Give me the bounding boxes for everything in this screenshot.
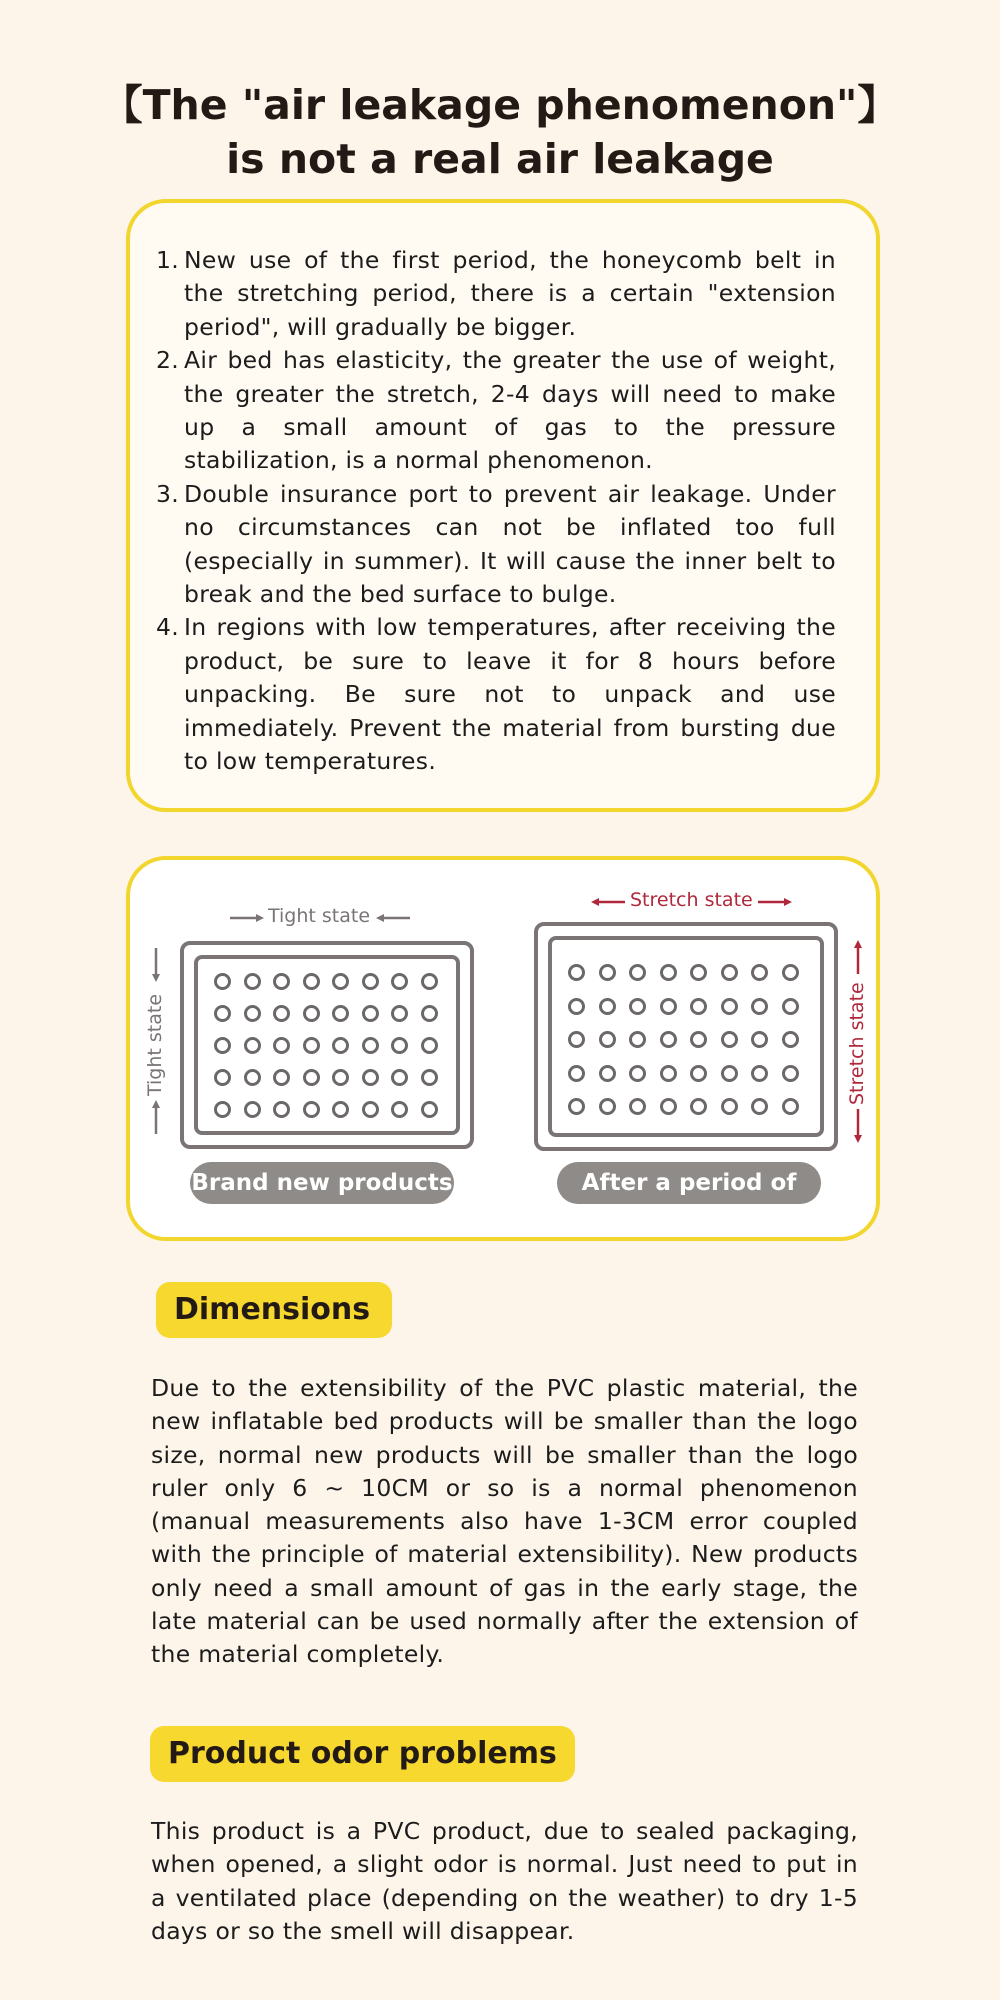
- honeycomb-hole: [629, 1098, 646, 1115]
- honeycomb-hole: [273, 1005, 290, 1022]
- honeycomb-hole: [214, 1037, 231, 1054]
- honeycomb-hole: [751, 998, 768, 1015]
- honeycomb-hole: [721, 1098, 738, 1115]
- honeycomb-hole: [214, 1005, 231, 1022]
- honeycomb-hole: [568, 998, 585, 1015]
- honeycomb-hole: [660, 1065, 677, 1082]
- after-use-label: After a period of use: [557, 1162, 821, 1204]
- stretch-arrow-right-icon: [758, 897, 792, 907]
- honeycomb-hole: [599, 998, 616, 1015]
- honeycomb-hole: [244, 973, 261, 990]
- honeycomb-hole: [214, 973, 231, 990]
- honeycomb-hole: [391, 1101, 408, 1118]
- note-item: [156, 244, 836, 344]
- honeycomb-hole: [273, 1037, 290, 1054]
- honeycomb-hole: [599, 1065, 616, 1082]
- honeycomb-hole: [421, 973, 438, 990]
- honeycomb-hole: [273, 973, 290, 990]
- note-number: 1.: [156, 246, 180, 274]
- honeycomb-hole: [421, 1069, 438, 1086]
- brand-new-label: Brand new products: [190, 1162, 454, 1204]
- honeycomb-hole: [303, 1005, 320, 1022]
- note-number: 3.: [156, 479, 180, 508]
- honeycomb-hole: [214, 1069, 231, 1086]
- honeycomb-hole: [690, 998, 707, 1015]
- honeycomb-hole: [782, 1031, 799, 1048]
- honeycomb-hole: [660, 1098, 677, 1115]
- honeycomb-hole: [660, 1031, 677, 1048]
- honeycomb-hole: [303, 1101, 320, 1118]
- honeycomb-hole: [391, 1069, 408, 1086]
- dimensions-heading: Dimensions: [156, 1282, 392, 1338]
- stretch-arrow-down-icon: [853, 1109, 863, 1143]
- dimensions-text: Due to the extensibility of the PVC plastic material, the new inflatable bed products will be smaller than the logo size, normal new products will be smaller than the logo ruler only 6 ~ 10CM or so is a normal phenomenon (manual measurements also have 1-3CM error coupled with the principle of material extensibility). New products only need a small amount of gas in the early stage, the late material can be used normally after the extension of the material completely.: [151, 1374, 858, 1669]
- tight-arrow-left-icon: [376, 913, 410, 923]
- honeycomb-hole: [751, 1098, 768, 1115]
- honeycomb-hole: [362, 1005, 379, 1022]
- honeycomb-hole: [690, 1065, 707, 1082]
- honeycomb-hole: [362, 973, 379, 990]
- honeycomb-hole: [332, 1005, 349, 1022]
- tight-label-top: Tight state: [268, 905, 371, 927]
- note-item: [156, 611, 836, 778]
- honeycomb-hole: [273, 1101, 290, 1118]
- honeycomb-hole: [391, 1037, 408, 1054]
- honeycomb-hole: [244, 1005, 261, 1022]
- honeycomb-hole: [244, 1037, 261, 1054]
- honeycomb-hole: [244, 1101, 261, 1118]
- honeycomb-hole: [421, 1005, 438, 1022]
- honeycomb-hole: [782, 1065, 799, 1082]
- stretch-arrow-left-icon: [591, 897, 625, 907]
- honeycomb-hole: [273, 1069, 290, 1086]
- honeycomb-hole: [782, 964, 799, 981]
- honeycomb-hole: [391, 1005, 408, 1022]
- honeycomb-hole: [751, 1031, 768, 1048]
- honeycomb-hole: [421, 1101, 438, 1118]
- honeycomb-hole: [421, 1037, 438, 1054]
- note-text: New use of the first period, the honeycomb belt in the stretching period, there is a certain "extension period", will gradually be bigger.: [184, 246, 836, 341]
- honeycomb-hole: [391, 973, 408, 990]
- bed-new: [180, 941, 474, 1149]
- honeycomb-hole: [332, 1069, 349, 1086]
- tight-arrow-down-icon: [151, 948, 161, 982]
- honeycomb-hole: [332, 1037, 349, 1054]
- honeycomb-hole: [782, 1098, 799, 1115]
- honeycomb-hole: [629, 1031, 646, 1048]
- note-item: [156, 344, 836, 478]
- note-text: Double insurance port to prevent air leakage. Under no circumstances can not be inflated too full (especially in summer). It will cause the inner belt to break and the bed surface to bulge.: [184, 479, 836, 609]
- honeycomb-hole: [362, 1069, 379, 1086]
- honeycomb-hole: [568, 1031, 585, 1048]
- honeycomb-hole: [568, 964, 585, 981]
- honeycomb-hole: [599, 964, 616, 981]
- honeycomb-hole: [660, 964, 677, 981]
- tight-arrow-up-icon: [151, 1100, 161, 1134]
- tight-arrow-right-icon: [230, 913, 264, 923]
- note-number: 2.: [156, 346, 180, 375]
- honeycomb-hole: [332, 973, 349, 990]
- honeycomb-hole: [751, 1065, 768, 1082]
- honeycomb-hole: [690, 964, 707, 981]
- notes-card: [126, 199, 880, 812]
- note-text: In regions with low temperatures, after receiving the product, be sure to leave it for 8 hours before unpacking. Be sure not to unpack and use immediately. Prevent the material from bursting due to low temperatures.: [184, 613, 836, 776]
- honeycomb-hole: [721, 1031, 738, 1048]
- honeycomb-hole: [568, 1065, 585, 1082]
- diagram-card: [126, 856, 880, 1241]
- odor-text: This product is a PVC product, due to sealed packaging, when opened, a slight odor is normal. Just need to put in a ventilated place (depending on the weather) to dry 1-5 days or so the smell will disappear.: [151, 1817, 858, 1945]
- honeycomb-hole: [362, 1101, 379, 1118]
- honeycomb-hole: [332, 1101, 349, 1118]
- honeycomb-hole: [629, 998, 646, 1015]
- honeycomb-hole: [782, 998, 799, 1015]
- honeycomb-hole: [660, 998, 677, 1015]
- odor-heading: Product odor problems: [150, 1726, 575, 1782]
- honeycomb-hole: [303, 1037, 320, 1054]
- honeycomb-hole: [599, 1098, 616, 1115]
- title-line-2: is not a real air leakage: [226, 135, 774, 183]
- tight-label-side: Tight state: [144, 993, 166, 1096]
- honeycomb-hole: [721, 998, 738, 1015]
- stretch-label-side: Stretch state: [846, 982, 868, 1105]
- honeycomb-hole: [690, 1098, 707, 1115]
- honeycomb-hole: [568, 1098, 585, 1115]
- honeycomb-hole: [721, 1065, 738, 1082]
- stretch-label-top: Stretch state: [630, 889, 753, 911]
- title-line-1: 【The "air leakage phenomenon"】: [101, 81, 899, 129]
- page-title: [0, 78, 1000, 186]
- honeycomb-hole: [599, 1031, 616, 1048]
- bed-stretched: [534, 922, 838, 1151]
- note-text: Air bed has elasticity, the greater the use of weight, the greater the stretch, 2-4 days will need to make up a small amount of gas to the pressure stabilization, is a normal phenomenon.: [184, 346, 836, 475]
- honeycomb-hole: [244, 1069, 261, 1086]
- note-number: 4.: [156, 613, 180, 642]
- honeycomb-hole: [690, 1031, 707, 1048]
- honeycomb-hole: [303, 973, 320, 990]
- honeycomb-hole: [629, 1065, 646, 1082]
- honeycomb-hole: [751, 964, 768, 981]
- honeycomb-hole: [303, 1069, 320, 1086]
- notes-list: [156, 244, 836, 779]
- honeycomb-hole: [214, 1101, 231, 1118]
- stretch-arrow-up-icon: [853, 940, 863, 974]
- honeycomb-hole: [629, 964, 646, 981]
- honeycomb-hole: [721, 964, 738, 981]
- note-item: [156, 478, 836, 612]
- honeycomb-hole: [362, 1037, 379, 1054]
